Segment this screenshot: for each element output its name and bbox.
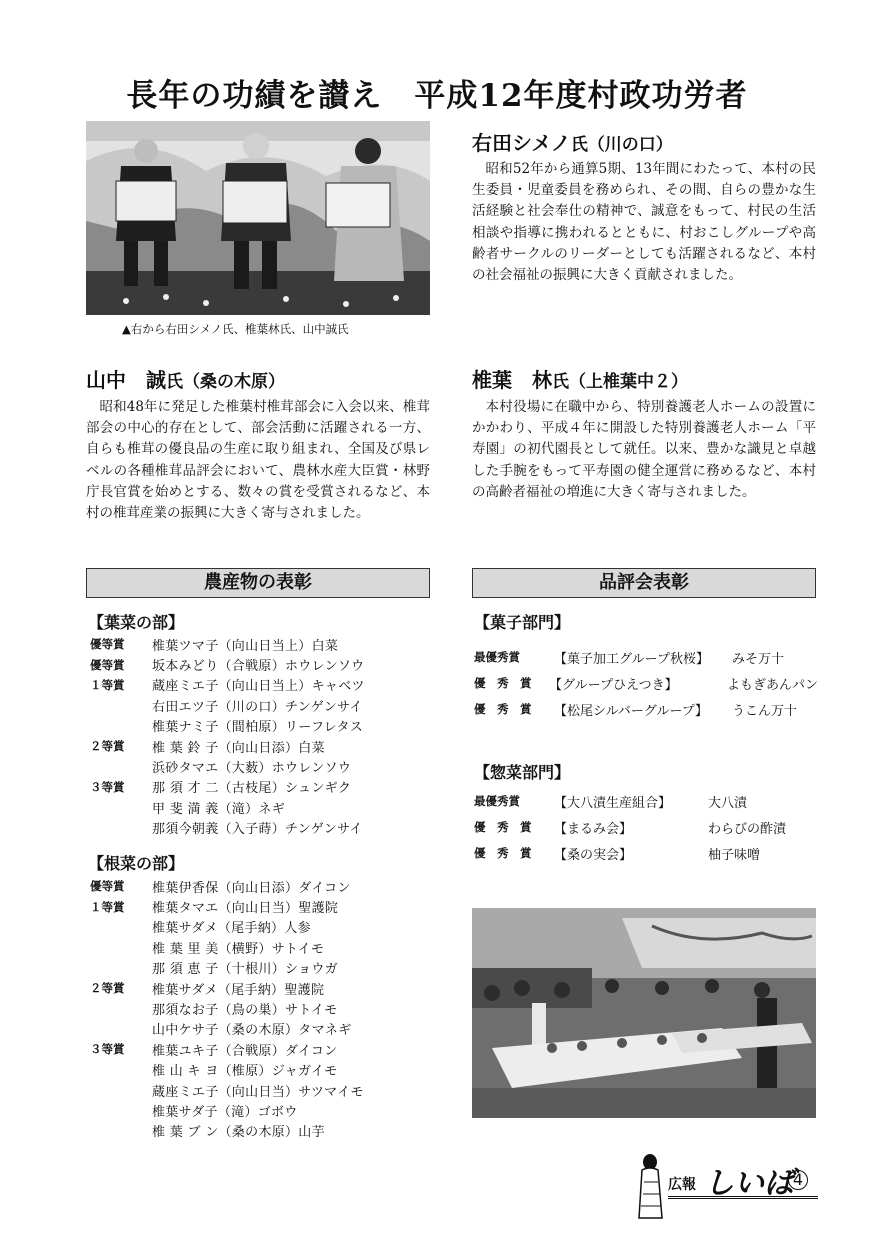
honoree-name: 山中 誠 xyxy=(86,368,166,392)
leaf-section-title: 【葉菜の部】 xyxy=(88,613,185,632)
honoree-text-yamanaka: 昭和48年に発足した椎葉村椎茸部会に入会以来、椎茸部会の中心的存在として、部会活動に活躍される一方、自らも椎茸の優良品の生産に取り組まれ、全国及び県レベルの各種椎茸品評会において、農林水産大臣賞・林野庁長官賞を始めとする、数々の賞を受賞されるなど、本村の椎茸産業の振興に大きく寄与されました。 xyxy=(86,399,430,522)
leaf-award-list xyxy=(90,634,430,838)
footer-brand: しいば xyxy=(704,1166,794,1201)
footer-label: 広報 xyxy=(668,1177,696,1193)
honoree-name: 椎葉 林 xyxy=(472,368,552,392)
award-row: ３等賞 椎葉ユキ子（合戦原）ダイコン xyxy=(90,1042,338,1059)
honoree-text-shiiba: 本村役場に在職中から、特別養護老人ホームの設置にかかわり、平成４年に開設した特別養護老人ホーム「平寿園」の初代園長として就任。以来、豊かな識見と卓越した手腕をもって平寿園の健全運営に務めるなど、本村の高齢者福祉の増進に大きく寄与されました。 xyxy=(472,399,816,500)
honorees-photo xyxy=(86,121,430,315)
award-row: 椎葉ナミ子（間柏原）リーフレタス xyxy=(152,720,364,736)
award-row: 優等賞 坂本みどり（合戦原）ホウレンソウ xyxy=(90,657,365,675)
award-row: 椎 葉 里 美（横野）サトイモ xyxy=(152,941,325,957)
award-row: 蔵座ミエ子（向山日当）サツマイモ xyxy=(152,1084,364,1100)
honoree-text-migita: 昭和52年から通算5期、13年間にわたって、本村の民生委員・児童委員を務められ、その間、自らの豊かな生活経験と社会奉仕の精神で、誠意をもって、村民の生活相談や指導に携われるとともに、村おこしグループや高齢者サークルのリーダーとしても活躍されるなど、本村の社会福祉の振興に大きく貢献されました。 xyxy=(472,161,816,284)
award-row: ２等賞 椎 葉 鈴 子（向山日添）白菜 xyxy=(90,739,325,756)
award-row: 那須なお子（鳥の巣）サトイモ xyxy=(152,1003,338,1019)
dishes-section-title: 【惣菜部門】 xyxy=(474,763,571,782)
exhibition-photo xyxy=(472,908,816,1118)
award-row: 那須今朝義（入子蒔）チンゲンサイ xyxy=(152,822,363,838)
page-title: 長年の功績を讃え 平成12年度村政功労者 xyxy=(126,78,748,114)
honoree-name-migita xyxy=(472,127,673,156)
contest-row: 優 秀 賞 【まるみ会】 わらびの酢漬 xyxy=(474,820,787,837)
sweets-award-list xyxy=(474,644,818,722)
honoree-name-yamanaka xyxy=(86,364,285,393)
honoree-suffix: 氏（上椎葉中２） xyxy=(552,372,688,392)
award-row: 椎 山 キ ヨ（椎原）ジャガイモ xyxy=(152,1064,338,1080)
honoree-name-shiiba xyxy=(472,364,688,393)
award-row: 山中ケサ子（桑の木原）タマネギ xyxy=(152,1023,352,1039)
award-row: 那 須 恵 子（十根川）ショウガ xyxy=(152,962,338,978)
award-row: 右田エツ子（川の口）チンゲンサイ xyxy=(152,699,363,715)
contest-row: 最優秀賞 【菓子加工グループ秋桜】 みそ万十 xyxy=(474,650,785,667)
mascot-figure-icon xyxy=(636,1152,666,1222)
agri-banner: 農産物の表彰 xyxy=(86,568,430,598)
dishes-award-list xyxy=(474,788,818,866)
award-row: 優等賞 椎葉伊香保（向山日添）ダイコン xyxy=(90,879,351,896)
contest-row: 優 秀 賞 【松尾シルバーグループ】 うこん万十 xyxy=(474,702,798,719)
honoree-suffix: 氏（川の口） xyxy=(570,135,673,155)
root-section-title: 【根菜の部】 xyxy=(88,854,185,873)
sweets-section-title: 【菓子部門】 xyxy=(474,613,571,632)
contest-row: 優 秀 賞 【桑の実会】 柚子味噌 xyxy=(474,846,761,863)
contest-row: 優 秀 賞 【グループひえつき】 よもぎあんパン xyxy=(474,676,818,693)
footer-rule xyxy=(668,1196,818,1199)
root-award-list xyxy=(90,876,430,1141)
contest-row: 最優秀賞 【大八漬生産組合】 大八漬 xyxy=(474,794,748,811)
page-number: 4 xyxy=(788,1170,808,1190)
award-row: 椎 葉 ブ ン（桑の木原）山芋 xyxy=(152,1125,325,1141)
award-row: 優等賞 椎葉ツマ子（向山日当上）白菜 xyxy=(90,637,339,654)
honoree-suffix: 氏（桑の木原） xyxy=(166,372,285,392)
award-row: １等賞 椎葉タマエ（向山日当）聖護院 xyxy=(90,899,339,917)
award-row: 椎葉サダ子（滝）ゴボウ xyxy=(152,1104,298,1120)
contest-banner: 品評会表彰 xyxy=(472,568,816,598)
award-row: 椎葉サダメ（尾手納）人参 xyxy=(152,921,311,937)
honoree-name: 右田シメノ xyxy=(472,131,571,155)
award-row: １等賞 蔵座ミエ子（向山日当上）キャベツ xyxy=(90,677,365,695)
award-row: ２等賞 椎葉サダメ（尾手納）聖護院 xyxy=(90,981,325,998)
award-row: 浜砂タマエ（大薮）ホウレンソウ xyxy=(152,761,352,777)
award-row: ３等賞 那 須 才 二（古枝尾）シュンギク xyxy=(90,779,352,797)
photo-caption: ▲右から右田シメノ氏、椎葉林氏、山中誠氏 xyxy=(122,322,349,336)
award-row: 甲 斐 満 義（滝）ネギ xyxy=(152,801,285,817)
publication-footer xyxy=(636,1152,822,1222)
